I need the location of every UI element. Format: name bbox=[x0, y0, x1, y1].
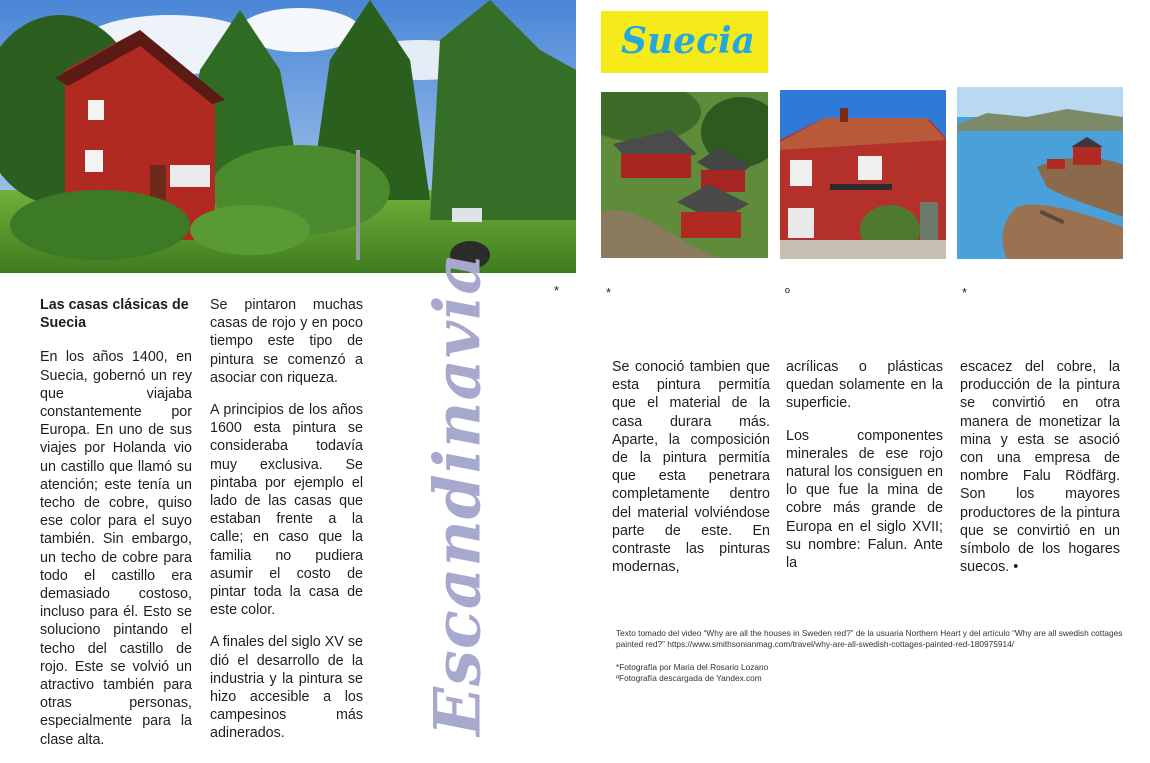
paragraph: A principios de los años 1600 esta pintura se consideraba todavía muy exclusiva. Se pintaba por ejemplo el lado de las casas que estaban frente a la calle; en caso que la familia no pudiera asumir el costo de pintar toda la casa de este color. bbox=[210, 402, 363, 619]
photo-credits bbox=[616, 662, 768, 684]
vertical-title-text: Escandinavia bbox=[420, 252, 496, 736]
photo-mark-main: * bbox=[554, 283, 560, 298]
article-column-1 bbox=[40, 296, 192, 763]
photo-credit-1: *Fotografía por Maria del Rosario Lozano bbox=[616, 662, 769, 672]
article-column-3 bbox=[612, 358, 770, 590]
photo-aerial-red-farm bbox=[601, 92, 768, 258]
article-column-2 bbox=[210, 296, 363, 757]
source-credit-text: Texto tomado del video “Why are all the houses in Sweden red?” de la usuaria Northern Heart y del artículo “Why are all swedish cottages painted red?” https://www.smithsonianmag.com/travel/why-are-all-swedish-cottages-painted-red-180975914/ bbox=[616, 628, 1123, 649]
paragraph: A finales del siglo XV se dió el desarrollo de la industria y la pintura se hizo accesible a los campesinos más adinerados. bbox=[210, 634, 363, 742]
photo-mark-3: * bbox=[962, 285, 968, 300]
photo-red-townhouse bbox=[780, 90, 946, 259]
section-title: Suecia bbox=[621, 20, 755, 62]
photo-mark-1: * bbox=[606, 285, 612, 300]
paragraph: escacez del cobre, la producción de la pintura se convirtió en otra manera de monetizar la mina y esta se asoció con una empresa de nombre Falu Rödfärg. Son los mayores productores de la pintura que se convirtió en un símbolo de los hogares suecos. • bbox=[960, 359, 1120, 576]
photo-credit-2: ºFotografía descargada de Yandex.com bbox=[616, 673, 762, 683]
paragraph: Los componentes minerales de ese rojo natural los consiguen en lo que fue la mina de cobre más grande de Europa en el siglo XVII; su nombre: Falun. Ante la bbox=[786, 427, 943, 572]
article-column-4 bbox=[786, 358, 943, 586]
paragraph: Se conoció tambien que esta pintura permitía que el material de la casa durara más. Aparte, la composición de la pintura permitía que esta penetrara completamente dentro del material volviéndose parte de este. En contraste las pinturas modernas, bbox=[612, 359, 770, 576]
source-credit bbox=[616, 628, 1126, 650]
section-badge bbox=[601, 11, 768, 73]
paragraph: acrílicas o plásticas quedan solamente en la superficie. bbox=[786, 359, 943, 412]
photo-mark-2: º bbox=[785, 285, 790, 300]
main-photo-red-house bbox=[0, 0, 576, 273]
vertical-title bbox=[418, 252, 498, 736]
article-column-5 bbox=[960, 358, 1120, 590]
paragraph: En los años 1400, en Suecia, gobernó un rey que viajaba constantemente por Europa. En uno de sus viajes por Holanda vio un castillo que llamó su atención; este tenía un techo de cobre, quiso ese color para el suyo también. Sin embargo, un techo de cobre para todo el castillo era demasiado costoso, incluso para él. Esto se soluciono pintando el techo del castillo de rojo. Este se volvió un atractivo también para otras personas, especialmente para la clase alta. bbox=[40, 349, 192, 748]
article-heading: Las casas clásicas de Suecia bbox=[40, 297, 189, 332]
paragraph: Se pintaron muchas casas de rojo y en poco tiempo este tipo de pintura se comenzó a asociar con riqueza. bbox=[210, 297, 363, 386]
photo-coastal-red-cabin bbox=[957, 87, 1123, 259]
